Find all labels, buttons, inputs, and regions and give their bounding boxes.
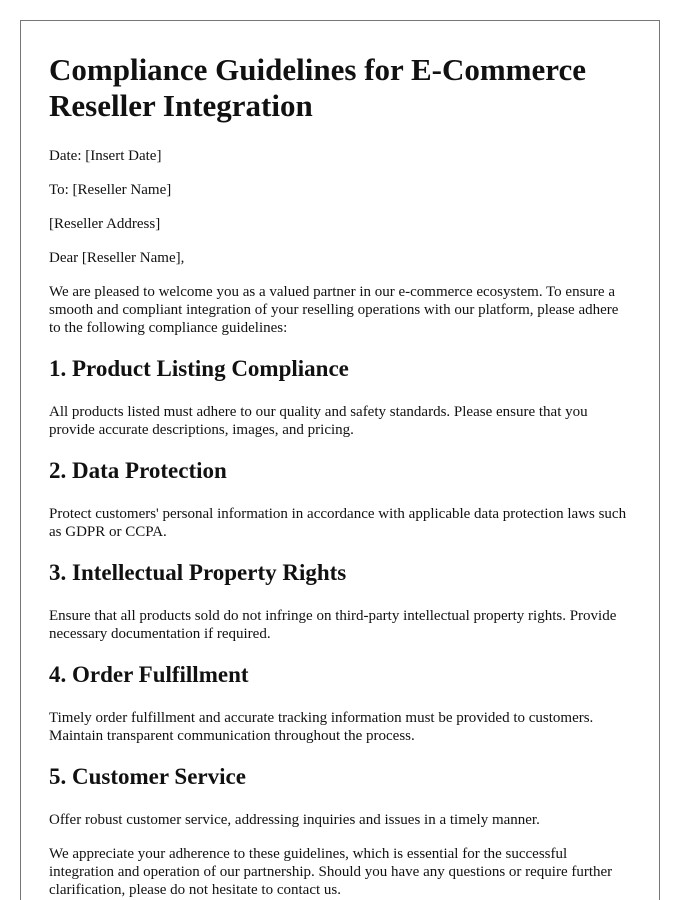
section-intellectual-property [49, 559, 631, 643]
section-body: Protect customers' personal information in accordance with applicable data protection laws such as GDPR or CCPA. [49, 506, 627, 540]
recipient-line: To: [Reseller Name] [49, 182, 172, 198]
section-body: All products listed must adhere to our quality and safety standards. Please ensure that you provide accurate descriptions, images, and pricing. [49, 404, 588, 438]
section-heading: 2. Data Protection [49, 458, 227, 483]
section-body: Ensure that all products sold do not infringe on third-party intellectual property rights. Provide necessary documentation if required. [49, 608, 617, 642]
letter-page [20, 20, 660, 900]
document-title: Compliance Guidelines for E-Commerce Reseller Integration [49, 52, 586, 123]
closing-paragraph: We appreciate your adherence to these guidelines, which is essential for the successful integration and operation of our partnership. Should you have any questions or require further clarification, please do not hesitate to contact us. [49, 846, 613, 898]
salutation: Dear [Reseller Name], [49, 250, 185, 266]
section-order-fulfillment [49, 661, 631, 745]
section-heading: 1. Product Listing Compliance [49, 356, 349, 381]
section-body: Timely order fulfillment and accurate tracking information must be provided to customers. Maintain transparent communication throughout the process. [49, 710, 594, 744]
section-heading: 5. Customer Service [49, 764, 246, 789]
section-data-protection [49, 457, 631, 541]
section-heading: 4. Order Fulfillment [49, 662, 249, 687]
section-product-listing [49, 355, 631, 439]
date-line: Date: [Insert Date] [49, 148, 162, 164]
section-customer-service [49, 763, 631, 829]
section-body: Offer robust customer service, addressing inquiries and issues in a timely manner. [49, 812, 540, 828]
intro-paragraph: We are pleased to welcome you as a valued partner in our e-commerce ecosystem. To ensure a smooth and compliant integration of your reselling operations with our platform, please adhere to the following compliance guidelines: [49, 284, 619, 336]
section-heading: 3. Intellectual Property Rights [49, 560, 347, 585]
address-line: [Reseller Address] [49, 216, 161, 232]
